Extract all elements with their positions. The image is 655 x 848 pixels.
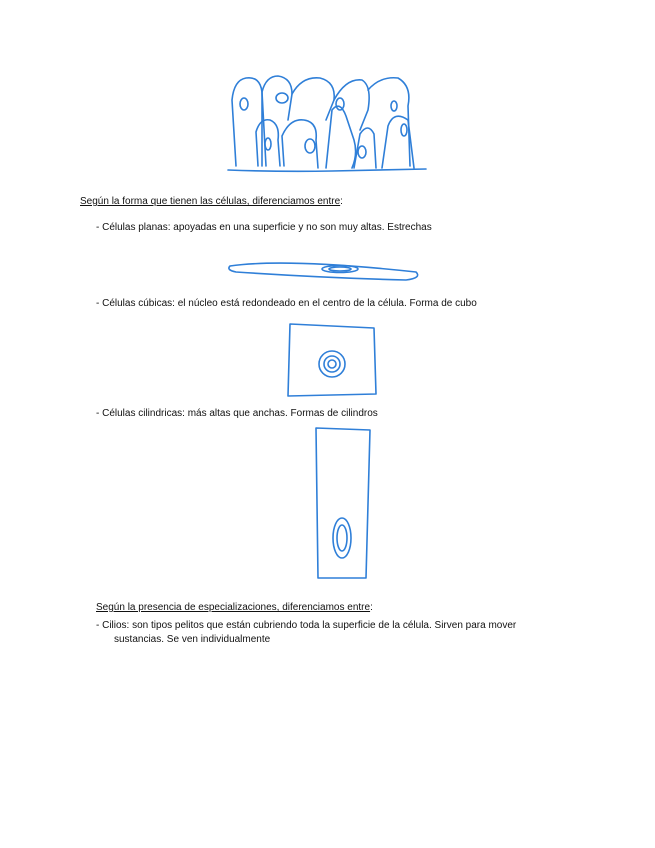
shape-heading-text: Según la forma que tienen las células, diferenciamos entre (80, 196, 341, 207)
specializations-heading-colon: : (370, 602, 373, 613)
cilia-item-line1: - Cilios: son tipos pelitos que están cubriendo toda la superficie de la célula. Sirven para mover (96, 620, 517, 631)
flat-cells-item: - Células planas: apoyadas en una superficie y no son muy altas. Estrechas (96, 222, 432, 233)
shape-heading-colon: : (340, 196, 343, 207)
specializations-heading (96, 602, 373, 614)
flat-cell-sketch (226, 258, 426, 284)
cylindrical-cell-sketch (308, 424, 378, 582)
cylindrical-cells-item: - Células cilindricas: más altas que anchas. Formas de cilindros (96, 408, 378, 419)
shape-heading (80, 196, 343, 208)
epithelium-sketch (222, 70, 432, 180)
cilia-item-line2: sustancias. Se ven individualmente (114, 634, 271, 645)
specializations-heading-text: Según la presencia de especializaciones, diferenciamos entre (96, 602, 371, 613)
cubic-cells-item: - Células cúbicas: el núcleo está redondeado en el centro de la célula. Forma de cubo (96, 298, 477, 309)
cubic-cell-sketch (284, 320, 380, 400)
